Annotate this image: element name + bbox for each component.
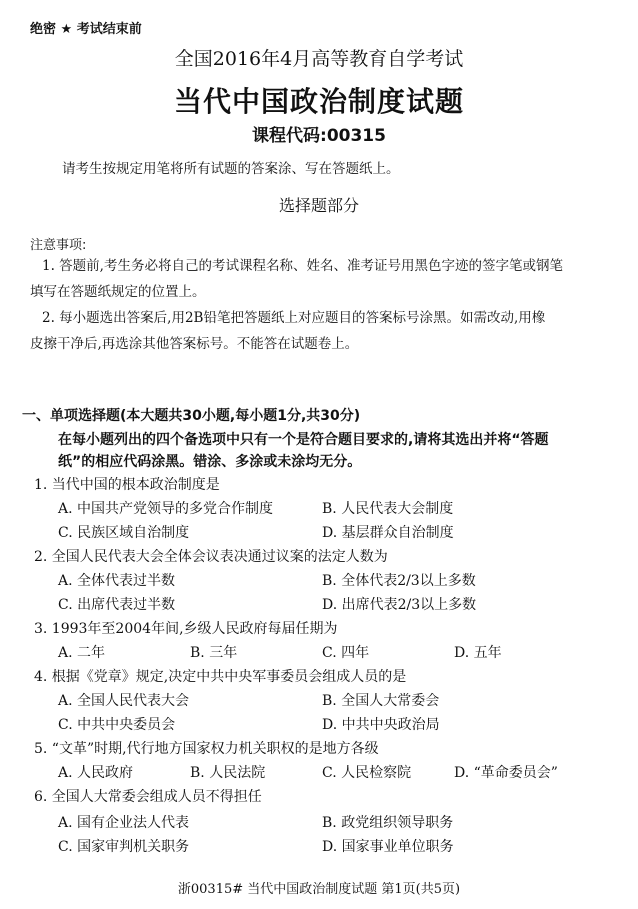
answer-instruction: 请考生按规定用笔将所有试题的答案涂、写在答题纸上。 [62, 161, 400, 177]
confidential-label: 绝密 ★ 考试结束前 [30, 22, 142, 37]
question-stem: 5. “文革”时期,代行地方国家权力机关职权的是地方各级 [34, 741, 379, 757]
option-b: B. 全国人大常委会 [322, 693, 440, 709]
section-title: 选择题部分 [278, 196, 359, 215]
option-d: D. 国家事业单位职务 [322, 839, 454, 855]
option-d: D. 出席代表2/3以上多数 [322, 597, 477, 613]
exam-title: 全国2016年4月高等教育自学考试 [174, 48, 464, 70]
option-c: C. 国家审判机关职务 [58, 839, 190, 855]
option-d: D. 中共中央政治局 [322, 717, 440, 733]
question-stem: 1. 当代中国的根本政治制度是 [34, 477, 220, 493]
note-line: 皮擦干净后,再选涂其他答案标号。不能答在试题卷上。 [30, 336, 359, 352]
option-b: B. 政党组织领导职务 [322, 815, 454, 831]
option-d: D. “革命委员会” [454, 765, 558, 781]
option-a: A. 全体代表过半数 [58, 573, 176, 589]
option-c: C. 四年 [322, 645, 370, 661]
course-code: 课程代码:00315 [252, 126, 386, 146]
option-c: C. 出席代表过半数 [58, 597, 176, 613]
paper-title: 当代中国政治制度试题 [173, 85, 464, 118]
part-instruction: 纸”的相应代码涂黑。错涂、多涂或未涂均无分。 [58, 454, 362, 470]
option-d: D. 基层群众自治制度 [322, 525, 454, 541]
part-instruction: 在每小题列出的四个备选项中只有一个是符合题目要求的,请将其选出并将“答题 [58, 432, 549, 448]
option-a: A. 全国人民代表大会 [58, 693, 190, 709]
option-b: B. 人民法院 [190, 765, 266, 781]
option-d: D. 五年 [454, 645, 502, 661]
question-stem: 6. 全国人大常委会组成人员不得担任 [34, 789, 262, 805]
option-a: A. 人民政府 [58, 765, 134, 781]
option-c: C. 中共中央委员会 [58, 717, 176, 733]
option-b: B. 全体代表2/3以上多数 [322, 573, 476, 589]
option-c: C. 民族区域自治制度 [58, 525, 190, 541]
option-c: C. 人民检察院 [322, 765, 412, 781]
option-a: A. 国有企业法人代表 [58, 815, 190, 831]
notes-heading: 注意事项: [30, 238, 87, 253]
note-line: 2. 每小题选出答案后,用2B铅笔把答题纸上对应题目的答案标号涂黑。如需改动,用橡 [42, 310, 546, 326]
note-line: 1. 答题前,考生务必将自己的考试课程名称、姓名、准考证号用黑色字迹的签字笔或钢笔 [42, 258, 563, 274]
question-stem: 3. 1993年至2004年间,乡级人民政府每届任期为 [34, 621, 338, 637]
part-heading: 一、单项选择题(本大题共30小题,每小题1分,共30分) [22, 408, 361, 424]
question-stem: 4. 根据《党章》规定,决定中共中央军事委员会组成人员的是 [34, 669, 407, 685]
page-footer: 浙00315# 当代中国政治制度试题 第1页(共5页) [177, 882, 461, 897]
option-b: B. 人民代表大会制度 [322, 501, 454, 517]
option-b: B. 三年 [190, 645, 238, 661]
option-a: A. 二年 [58, 645, 106, 661]
note-line: 填写在答题纸规定的位置上。 [30, 284, 206, 300]
question-stem: 2. 全国人民代表大会全体会议表决通过议案的法定人数为 [34, 549, 388, 565]
option-a: A. 中国共产党领导的多党合作制度 [58, 501, 274, 517]
